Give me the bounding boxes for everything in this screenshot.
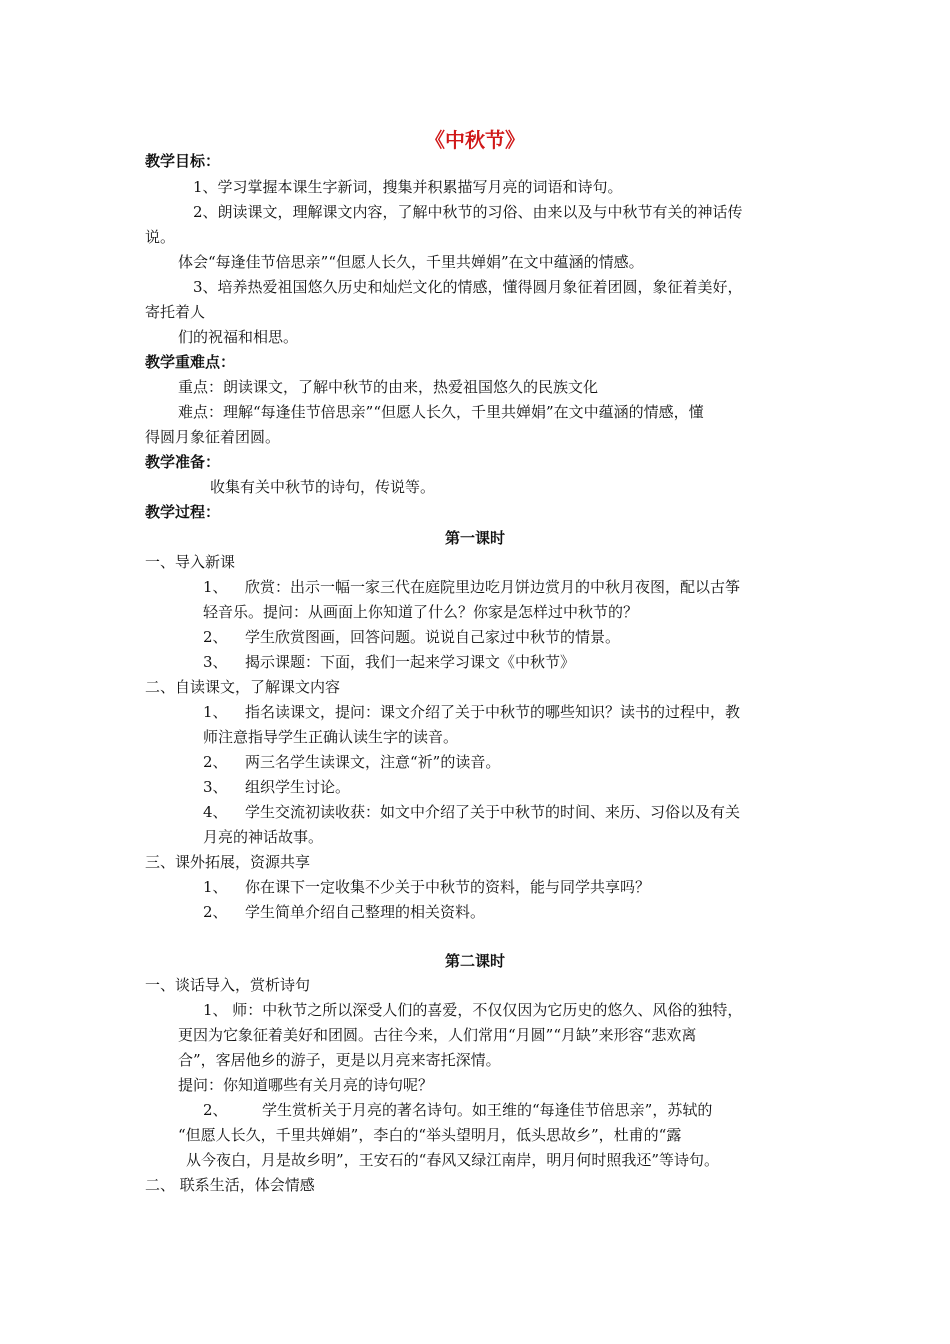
lesson-2-section-2: 二、 联系生活，体会情感 xyxy=(145,1176,315,1194)
key-points-heading: 教学重难点： xyxy=(145,353,236,371)
lesson-2-item-1-1: 1、 师：中秋节之所以深受人们的喜爱，不仅仅因为它历史的悠久、风俗的独特， xyxy=(203,1001,743,1019)
preparation-heading: 教学准备： xyxy=(145,453,221,471)
lesson-1-item-2-4-cont: 月亮的神话故事。 xyxy=(203,828,324,846)
lesson-2-item-1-2: 学生赏析关于月亮的著名诗句。如王维的“每逢佳节倍思亲”，苏轼的 xyxy=(262,1101,713,1119)
lesson-2-heading: 第二课时 xyxy=(444,952,505,970)
goal-3-line-3: 们的祝福和相思。 xyxy=(178,328,299,346)
lesson-1-heading: 第一课时 xyxy=(444,529,505,547)
lesson-1-item-2-1-cont: 师注意指导学生正确认读生字的读音。 xyxy=(203,728,459,746)
lesson-1-item-3-1: 你在课下一定收集不少关于中秋节的资料，能与同学共享吗？ xyxy=(245,878,651,896)
lesson-2-question: 提问：你知道哪些有关月亮的诗句呢？ xyxy=(178,1076,434,1094)
lesson-1-section-1: 一、导入新课 xyxy=(145,553,236,571)
item-number: 2、 xyxy=(203,628,228,646)
lesson-2-item-1-2-cont-2: 从今夜白，月是故乡明”，王安石的“春风又绿江南岸，明月何时照我还”等诗句。 xyxy=(186,1151,720,1169)
lesson-1-item-1-1: 欣赏：出示一幅一家三代在庭院里边吃月饼边赏月的中秋月夜图，配以古筝 xyxy=(245,578,741,596)
goal-2-line-2: 说。 xyxy=(145,228,176,246)
goal-3-line-1: 3、培养热爱祖国悠久历史和灿烂文化的情感，懂得圆月象征着团圆，象征着美好， xyxy=(193,278,743,296)
goal-1: 1、学习掌握本课生字新词，搜集并积累描写月亮的词语和诗句。 xyxy=(193,178,623,196)
lesson-1-item-2-2: 两三名学生读课文，注意“祈”的读音。 xyxy=(245,753,501,771)
item-number: 3、 xyxy=(203,653,228,671)
item-number: 2、 xyxy=(203,753,228,771)
item-number: 1、 xyxy=(203,878,228,896)
lesson-1-item-1-1-cont: 轻音乐。提问：从画面上你知道了什么？你家是怎样过中秋节的？ xyxy=(203,603,639,621)
lesson-1-section-3: 三、课外拓展，资源共享 xyxy=(145,853,311,871)
document-title: 《中秋节》 xyxy=(425,128,525,152)
goal-3-line-2: 寄托着人 xyxy=(145,303,206,321)
item-number: 4、 xyxy=(203,803,228,821)
item-number: 2、 xyxy=(203,903,228,921)
item-number: 1、 xyxy=(203,703,228,721)
lesson-1-section-2: 二、自读课文，了解课文内容 xyxy=(145,678,341,696)
lesson-1-item-1-3: 揭示课题：下面，我们一起来学习课文《中秋节》 xyxy=(245,653,576,671)
difficult-point-line-1: 难点：理解“每逢佳节倍思亲”“但愿人长久，千里共婵娟”在文中蕴涵的情感，懂 xyxy=(178,403,704,421)
lesson-2-item-1-1-cont-2: 合”，客居他乡的游子，更是以月亮来寄托深情。 xyxy=(178,1051,501,1069)
item-number: 1、 xyxy=(203,578,228,596)
preparation-text: 收集有关中秋节的诗句，传说等。 xyxy=(210,478,436,496)
process-heading: 教学过程： xyxy=(145,503,221,521)
lesson-1-item-2-1: 指名读课文，提问：课文介绍了关于中秋节的哪些知识？读书的过程中，教 xyxy=(245,703,741,721)
goal-2-line-3: 体会“每逢佳节倍思亲”“但愿人长久，千里共婵娟”在文中蕴涵的情感。 xyxy=(178,253,644,271)
goal-2-line-1: 2、朗读课文，理解课文内容，了解中秋节的习俗、由来以及与中秋节有关的神话传 xyxy=(193,203,743,221)
lesson-2-item-1-1-cont-1: 更因为它象征着美好和团圆。古往今来，人们常用“月圆”“月缺”来形容“悲欢离 xyxy=(178,1026,697,1044)
goals-heading: 教学目标： xyxy=(145,152,221,170)
lesson-2-item-1-2-cont-1: “但愿人长久，千里共婵娟”，李白的“举头望明月，低头思故乡”，杜甫的“露 xyxy=(178,1126,682,1144)
lesson-2-section-1: 一、谈话导入，赏析诗句 xyxy=(145,976,311,994)
lesson-1-item-2-4: 学生交流初读收获：如文中介绍了关于中秋节的时间、来历、习俗以及有关 xyxy=(245,803,741,821)
key-point: 重点：朗读课文，了解中秋节的由来，热爱祖国悠久的民族文化 xyxy=(178,378,599,396)
lesson-1-item-2-3: 组织学生讨论。 xyxy=(245,778,351,796)
item-number: 2、 xyxy=(203,1101,228,1119)
difficult-point-line-2: 得圆月象征着团圆。 xyxy=(145,428,281,446)
lesson-1-item-3-2: 学生简单介绍自己整理的相关资料。 xyxy=(245,903,486,921)
lesson-1-item-1-2: 学生欣赏图画，回答问题。说说自己家过中秋节的情景。 xyxy=(245,628,621,646)
item-number: 3、 xyxy=(203,778,228,796)
